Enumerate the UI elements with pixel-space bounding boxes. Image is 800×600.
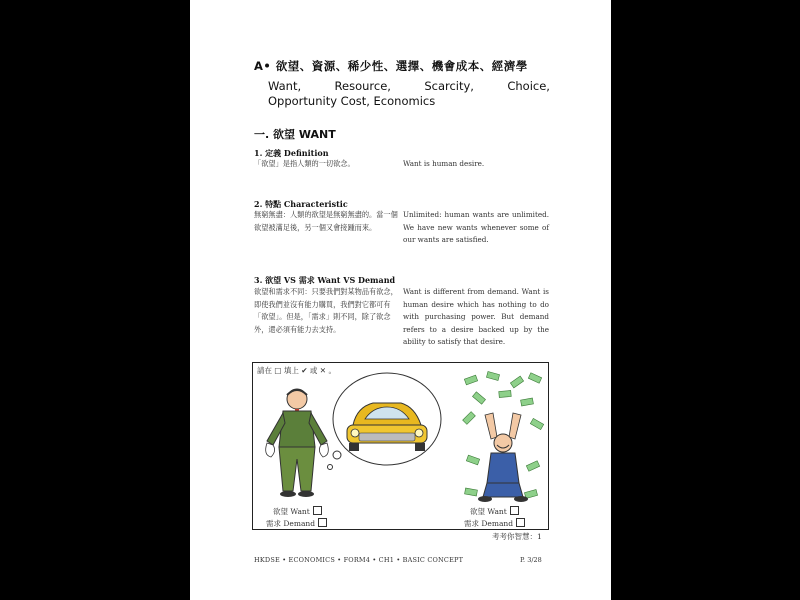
definition-en: Want is human desire. [403, 159, 485, 168]
title-line-2: Opportunity Cost, Economics [268, 94, 436, 108]
footer-page-number: P. 3/28 [520, 556, 542, 564]
document-page [190, 0, 611, 600]
title-word-scarcity: Scarcity, [424, 79, 474, 93]
left-demand-label [266, 518, 328, 529]
title-word-resource: Resource, [334, 79, 391, 93]
sad-man-illustration [261, 385, 333, 505]
right-demand-text: 需求 Demand [464, 519, 514, 528]
characteristic-heading: 2. 特點 Characteristic [254, 199, 348, 209]
chapter-title: A• 欲望、資源、稀少性、選擇、機會成本、經濟學 [254, 59, 528, 73]
left-want-checkbox[interactable] [313, 506, 322, 515]
right-want-label [470, 506, 520, 517]
figure-caption: 考考你智慧：1 [492, 532, 542, 541]
left-demand-text: 需求 Demand [266, 519, 316, 528]
characteristic-zh: 無窮無盡：人類的欲望是無窮無盡的。當一個欲望被滿足後，另一個又會接踵而來。 [254, 210, 398, 232]
thought-bubble-car-illustration [325, 367, 443, 479]
definition-heading: 1. 定義 Definition [254, 148, 329, 158]
right-want-text: 欲望 Want [470, 507, 507, 516]
want-vs-demand-heading: 3. 欲望 VS 需求 Want VS Demand [254, 275, 396, 285]
characteristic-en: Unlimited: human wants are unlimited. We have new wants whenever some of our wants are satisfied. [403, 210, 549, 245]
definition-zh: 「欲望」是指人類的一切欲念。 [254, 159, 355, 168]
figure-instruction: 請在 □ 填上 ✔ 或 ✕ 。 [257, 366, 336, 375]
want-vs-demand-en: Want is different from demand. Want is human desire which has nothing to do with purchasing power. But demand refers to a desire backed up by the ability to satisfy that desire. [403, 287, 549, 347]
left-want-label [273, 506, 323, 517]
right-demand-label [464, 518, 526, 529]
title-word-want: Want, [268, 79, 302, 93]
left-want-text: 欲望 Want [273, 507, 310, 516]
rich-man-money-illustration [459, 371, 547, 507]
right-want-checkbox[interactable] [510, 506, 519, 515]
chapter-title-english [268, 79, 550, 109]
want-vs-demand-zh: 欲望和需求不同：只要我們對某物品有欲念，即使我們並沒有能力購買，我們對它都可有「欲望」。但是，「需求」則不同，除了欲念外，還必須有能力去支持。 [254, 287, 398, 334]
cartoon-figure [252, 362, 549, 530]
title-word-choice: Choice, [507, 79, 550, 93]
footer-course: HKDSE • ECONOMICS • FORM4 • CH1 • BASIC CONCEPT [254, 556, 464, 564]
left-demand-checkbox[interactable] [318, 518, 327, 527]
section-heading: 一. 欲望 WANT [254, 128, 336, 141]
right-demand-checkbox[interactable] [516, 518, 525, 527]
